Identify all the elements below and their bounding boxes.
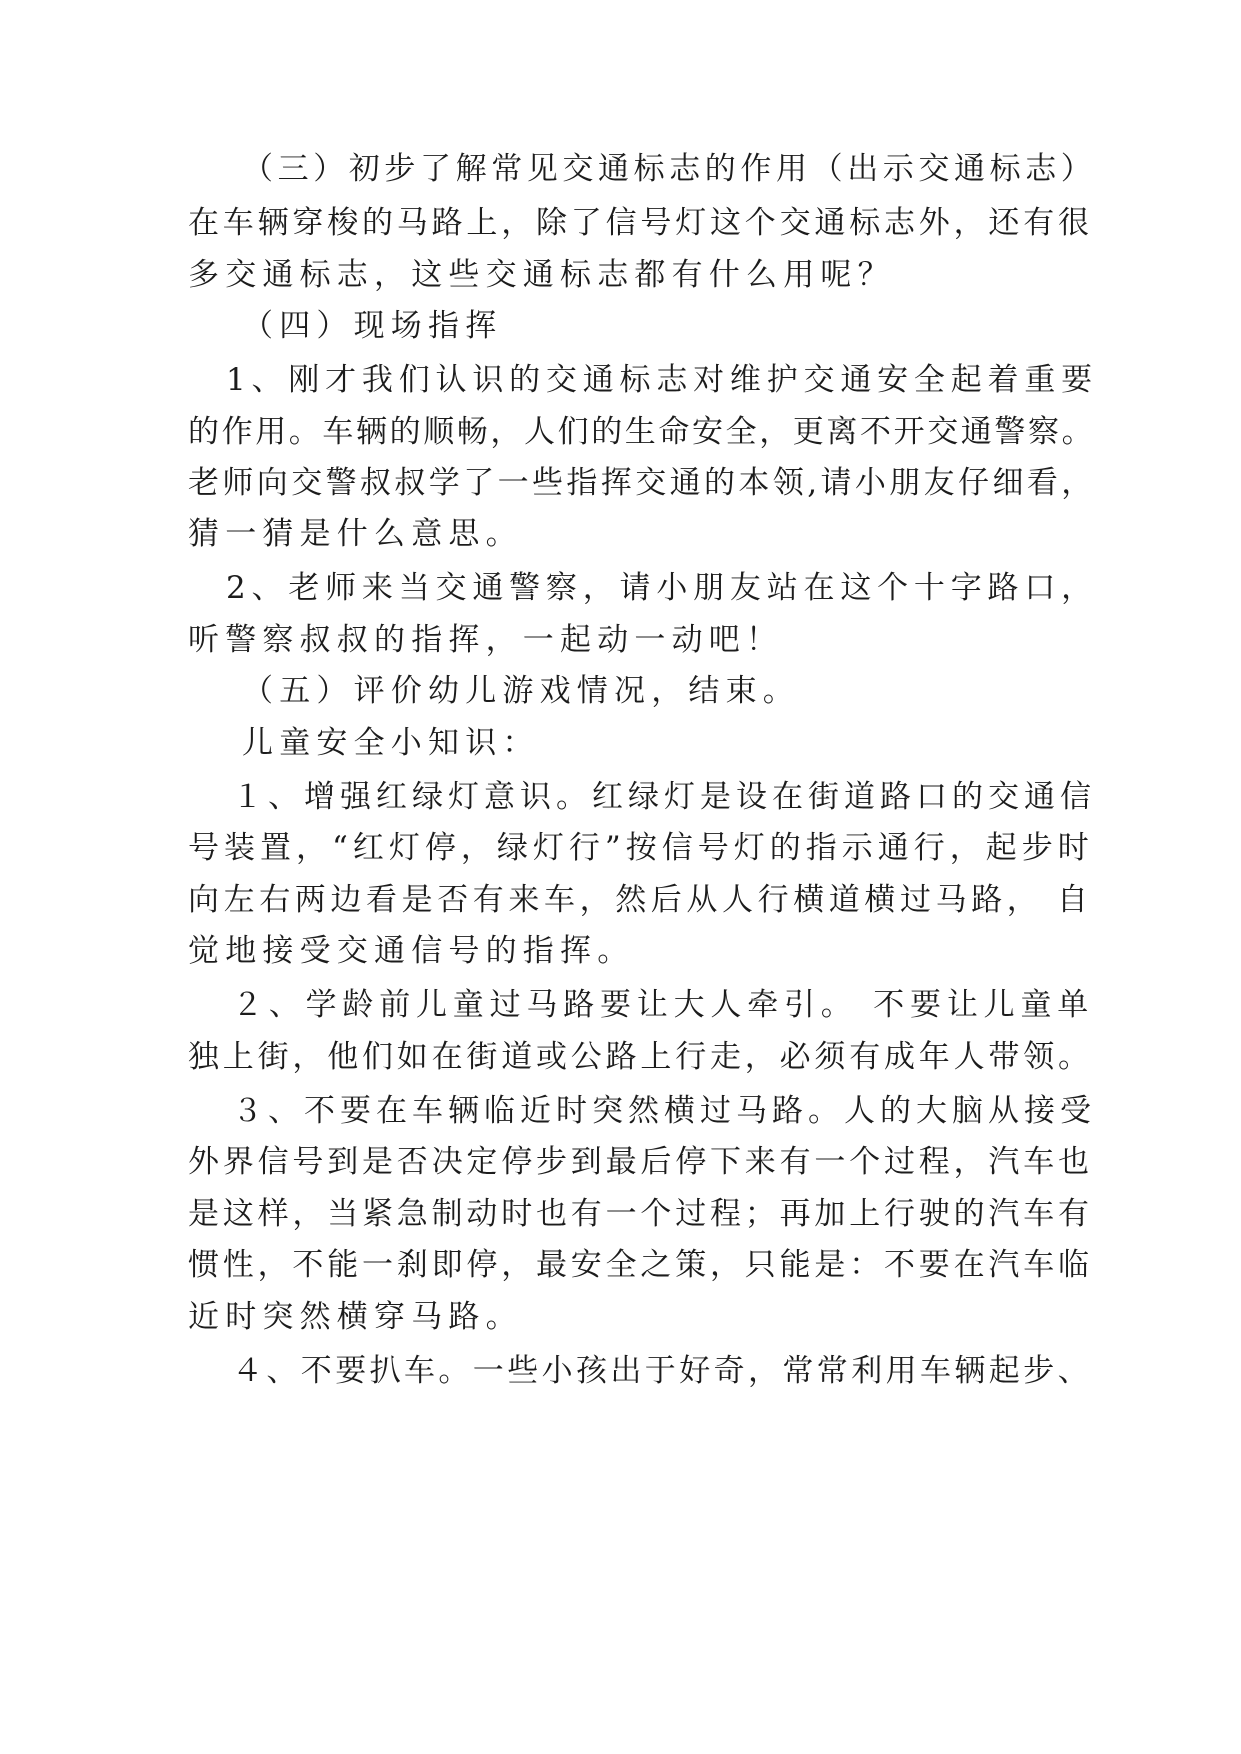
text-line: １、增强红绿灯意识。红绿灯是设在街道路口的交通信 [232,779,1096,815]
section-heading: 儿童安全小知识： [242,725,540,761]
text-line: ２、学龄前儿童过马路要让大人牵引。 不要让儿童单 [232,987,1095,1023]
section-heading: （五）评价幼儿游戏情况，结束。 [242,673,800,709]
text-line: 惯性，不能一刹即停，最安全之策，只能是：不要在汽车临 [188,1247,1093,1283]
text-line: ３、不要在车辆临近时突然横过马路。人的大脑从接受 [232,1093,1096,1129]
text-line: 1、刚才我们认识的交通标志对维护交通安全起着重要 [226,362,1098,398]
text-line: 2、老师来当交通警察，请小朋友站在这个十字路口， [226,570,1098,606]
text-line: （三）初步了解常见交通标志的作用（出示交通标志） [242,151,1097,187]
text-line: 老师向交警叔叔学了一些指挥交通的本领,请小朋友仔细看， [188,465,1096,501]
text-line: 外界信号到是否决定停步到最后停下来有一个过程，汽车也 [188,1144,1093,1180]
text-line: 向左右两边看是否有来车，然后从人行横道横过马路， 自 [188,882,1093,918]
text-line: 猜一猜是什么意思。 [188,516,523,552]
text-line: 多交通标志，这些交通标志都有什么用呢？ [188,257,895,293]
text-line: 号装置，“红灯停，绿灯行”按信号灯的指示通行，起步时 [188,830,1094,866]
text-line: ４、不要扒车。一些小孩出于好奇，常常利用车辆起步、 [232,1353,1092,1389]
section-heading: （四）现场指挥 [242,308,503,344]
text-line: 近时突然横穿马路。 [188,1299,523,1335]
text-line: 独上街，他们如在街道或公路上行走，必须有成年人带领。 [188,1039,1093,1075]
text-line: 是这样，当紧急制动时也有一个过程；再加上行驶的汽车有 [188,1196,1093,1232]
text-line: 觉地接受交通信号的指挥。 [188,933,635,969]
text-line: 听警察叔叔的指挥，一起动一动吧！ [188,622,784,658]
text-line: 的作用。车辆的顺畅，人们的生命安全，更离不开交通警察。 [188,414,1096,450]
text-line: 在车辆穿梭的马路上，除了信号灯这个交通标志外，还有很 [188,205,1093,241]
